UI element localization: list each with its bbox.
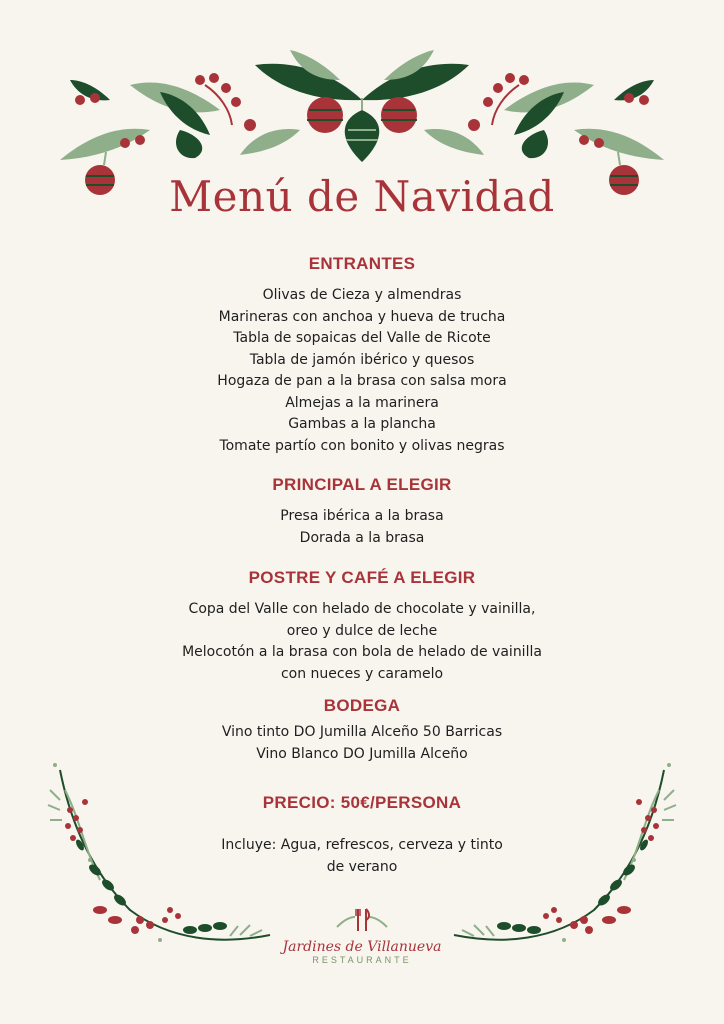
restaurant-logo (0, 905, 724, 965)
section-title-bodega: BODEGA (323, 696, 401, 715)
principal-list (0, 506, 724, 549)
menu-item: Vino Blanco DO Jumilla Alceño (256, 745, 468, 762)
menu-item: con nueces y caramelo (280, 665, 444, 682)
section-title-entrantes: ENTRANTES (308, 254, 416, 273)
menu-item: Presa ibérica a la brasa (280, 508, 444, 524)
menu-item: Marineras con anchoa y hueva de trucha (218, 308, 506, 325)
menu-item: Gambas a la plancha (288, 416, 436, 432)
menu-item: Tabla de sopaicas del Valle de Ricote (233, 330, 491, 346)
menu-item: Tabla de jamón ibérico y quesos (249, 351, 475, 368)
menu-title: Menú de Navidad (169, 172, 555, 221)
menu-item: Hogaza de pan a la brasa con salsa mora (217, 373, 507, 389)
section-entrantes (0, 254, 724, 457)
section-title-postre: POSTRE Y CAFÉ A ELEGIR (248, 568, 476, 587)
menu-item: Melocotón a la brasa con bola de helado de vainilla (182, 644, 542, 660)
restaurant-subtitle: RESTAURANTE (312, 955, 412, 965)
cutlery-icon (327, 905, 397, 933)
menu-item: Almejas a la marinera (285, 394, 439, 411)
section-bodega (0, 696, 724, 765)
entrantes-list (0, 285, 724, 457)
menu-item: Dorada a la brasa (299, 529, 425, 546)
postre-list (0, 599, 724, 685)
includes-line: Incluye: Agua, refrescos, cerveza y tinto (221, 837, 503, 853)
price-label: PRECIO: 50€/PERSONA (262, 793, 462, 812)
menu-item: Copa del Valle con helado de chocolate y vainilla, (188, 601, 536, 617)
section-principal (0, 475, 724, 549)
includes-line: de verano (326, 858, 398, 875)
section-postre (0, 568, 724, 685)
bodega-list (0, 722, 724, 765)
section-title-principal: PRINCIPAL A ELEGIR (272, 475, 452, 494)
menu-item: Vino tinto DO Jumilla Alceño 50 Barricas (221, 724, 503, 740)
menu-item: Tomate partío con bonito y olivas negras (219, 437, 505, 454)
menu-item: Olivas de Cieza y almendras (262, 287, 462, 303)
menu-item: oreo y dulce de leche (286, 622, 438, 639)
restaurant-name: Jardines de Villanueva (282, 939, 442, 955)
